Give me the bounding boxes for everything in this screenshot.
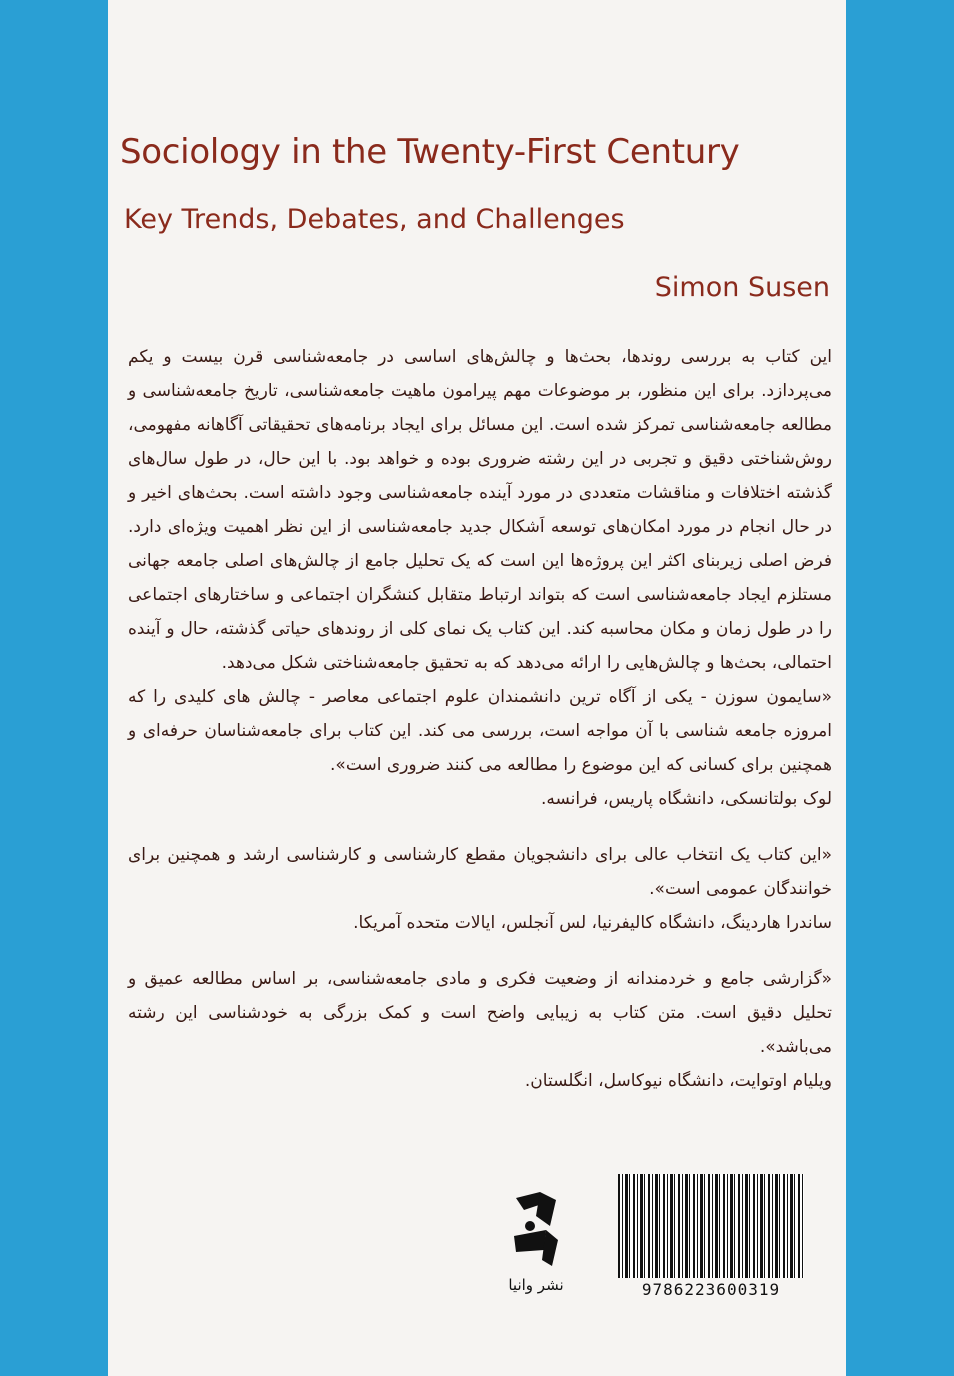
- book-subtitle: Key Trends, Debates, and Challenges: [124, 204, 625, 235]
- quote-1-text: «سایمون سوزن - یکی از آگاه ترین دانشمندان علوم اجتماعی معاصر - چالش های کلیدی را که امروزه جامعه شناسی با آن مواجه است، بررسی می کند. این کتاب برای جامعه‌شناسان حرفه‌ای و همچنین برای کسانی که این موضوع را مطالعه می کنند ضروری است».: [128, 687, 832, 775]
- publisher-name: نشر وانیا: [508, 1276, 564, 1294]
- publisher-logo: [506, 1190, 566, 1306]
- barcode-bars: [618, 1174, 804, 1278]
- blurb-text: [128, 340, 832, 1120]
- quote-3-source: ویلیام اوتوایت، دانشگاه نیوکاسل، انگلستان.: [524, 1071, 832, 1091]
- barcode-number: 9786223600319: [641, 1280, 781, 1299]
- quote-2-text: «این کتاب یک انتخاب عالی برای دانشجویان مقطع کارشناسی و کارشناسی ارشد و همچنین برای خوانندگان عمومی است».: [128, 845, 832, 899]
- author-name: Simon Susen: [654, 272, 830, 303]
- isbn-barcode: [618, 1174, 804, 1304]
- quote-1-source: لوک بولتانسکی، دانشگاه پاریس، فرانسه.: [540, 789, 832, 809]
- quote-2-source: ساندرا هاردینگ، دانشگاه کالیفرنیا، لس آنجلس، ایالات متحده آمریکا.: [353, 913, 832, 933]
- book-title: Sociology in the Twenty-First Century: [120, 132, 740, 172]
- blurb-paragraph: این کتاب به بررسی روندها، بحث‌ها و چالش‌های اساسی در جامعه‌شناسی قرن بیست و یکم می‌پردازد. برای این منظور، بر موضوعات مهم پیرامون ماهیت جامعه‌شناسی، تاریخ جامعه‌شناسی و مطالعه جامعه‌شناسی تمرکز شده است. این مسائل برای ایجاد برنامه‌های تحقیقاتی آگاهانه مفهومی، روش‌شناختی دقیق و تجربی در این رشته ضروری بوده و خواهد بود. با این حال، در طول سال‌های گذشته اختلافات و مناقشات متعددی در مورد آینده جامعه‌شناسی وجود داشته است. بحث‌های اخیر و در حال انجام در مورد امکان‌های توسعه اَشکال جدید جامعه‌شناسی از این نظر اهمیت ویژه‌ای دارد. فرض اصلی زیربنای اکثر این پروژه‌ها این است که یک تحلیل جامع از چالش‌های اصلی جامعه جهانی مستلزم ایجاد جامعه‌شناسی است که بتواند ارتباط متقابل کنشگران اجتماعی و ساختارهای اجتماعی را در طول زمان و مکان محاسبه کند. این کتاب یک نمای کلی از روندهای حیاتی گذشته، حال و آینده احتمالی، بحث‌ها و چالش‌هایی را ارائه می‌دهد که به تحقیق جامعه‌شناختی شکل می‌دهد.: [128, 347, 832, 673]
- quote-3-text: «گزارشی جامع و خردمندانه از وضعیت فکری و مادی جامعه‌شناسی، بر اساس مطالعه عمیق و تحلیل دقیق است. متن کتاب به زیبایی واضح است و کمک بزرگی به خودشناسی این رشته می‌باشد».: [128, 969, 832, 1057]
